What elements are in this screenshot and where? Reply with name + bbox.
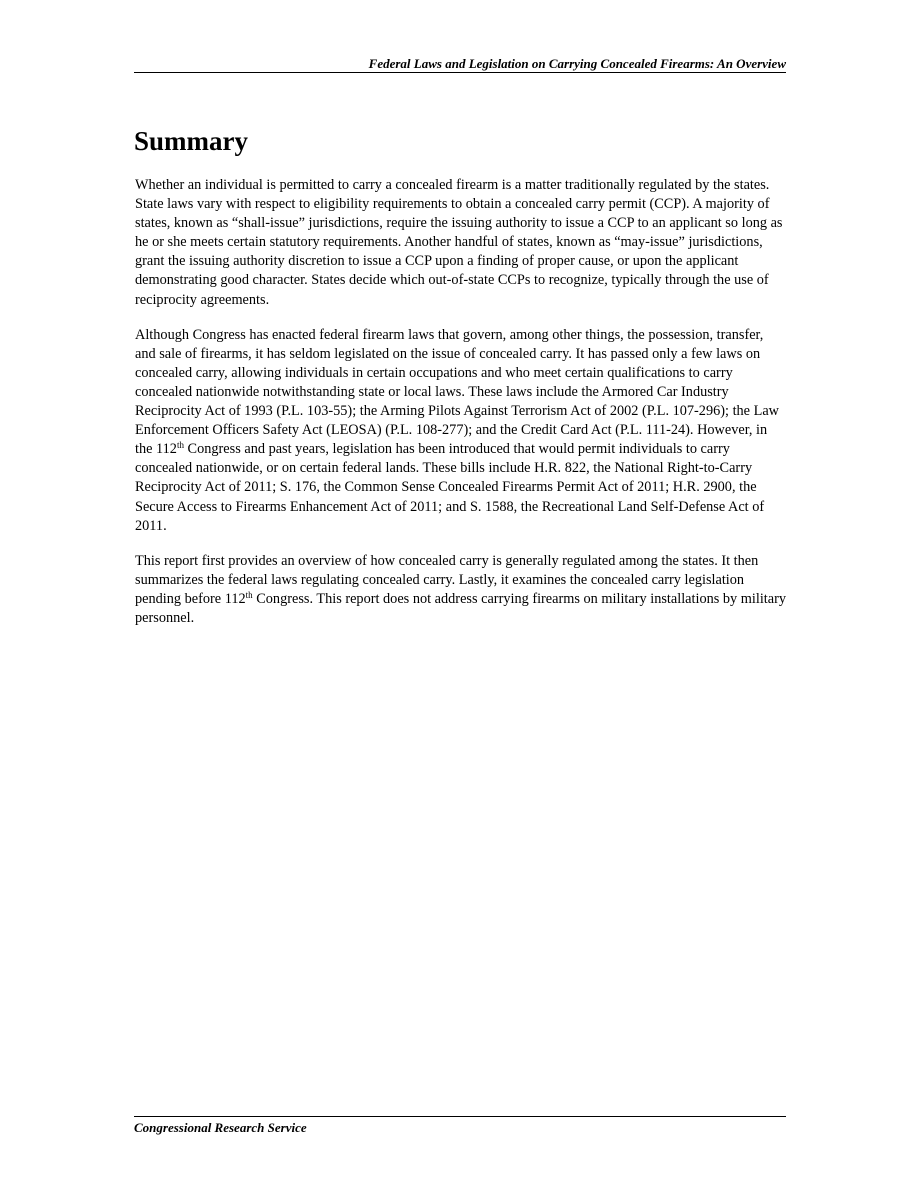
paragraph-3-text-b: Congress. This report does not address carrying firearms on military installations by military personnel. — [135, 590, 787, 626]
paragraph-2-text-b: Congress and past years, legislation has been introduced that would permit individuals to carry concealed nationwide, or on certain federal lands. These bills include H.R. 822, the National Right-to-Carry Reciprocity Act of 2011; S. 176, the Common Sense Concealed Firearms Permit Act of 2011; H.R. 2900, the Secure Access to Firearms Enhancement Act of 2011; and S. 1588, the Recreational Land Self-Defense Act of 2011. — [135, 441, 765, 534]
running-header: Federal Laws and Legislation on Carrying Concealed Firearms: An Overview — [368, 56, 786, 71]
footer-publisher: Congressional Research Service — [134, 1120, 307, 1135]
summary-body — [135, 176, 787, 644]
paragraph-1-text: Whether an individual is permitted to carry a concealed firearm is a matter traditionally regulated by the states. State laws vary with respect to eligibility requirements to obtain a concealed carry permit (CCP). A majority of states, known as “shall-issue” jurisdictions, require the issuing authority to issue a CCP to an applicant so long as he or she meets certain statutory requirements. Another handful of states, known as “may-issue” jurisdictions, grant the issuing authority discretion to issue a CCP upon a finding of proper cause, or upon the applicant demonstrating good character. States decide which out-of-state CCPs to recognize, typically through the use of reciprocity agreements. — [135, 177, 783, 308]
section-title: Summary — [134, 126, 248, 156]
paragraph-1 — [135, 176, 787, 310]
paragraph-3 — [135, 552, 787, 628]
paragraph-2 — [135, 326, 787, 536]
ordinal-suffix: th — [176, 440, 184, 451]
footer-rule — [134, 1116, 786, 1117]
ordinal-suffix: th — [245, 589, 253, 600]
paragraph-3-text-a: This report first provides an overview of how concealed carry is generally regulated among the states. It then summarizes the federal laws regulating concealed carry. Lastly, it examines the concealed carry legislation pending before 112 — [135, 552, 759, 607]
header-rule — [134, 72, 786, 73]
paragraph-2-text-a: Although Congress has enacted federal firearm laws that govern, among other things, the possession, transfer, and sale of firearms, it has seldom legislated on the issue of concealed carry. It has passed only a few laws on concealed carry, allowing individuals in certain occupations and who meet certain qualifications to carry concealed nationwide notwithstanding state or local laws. These laws include the Armored Car Industry Reciprocity Act of 1993 (P.L. 103-55); the Arming Pilots Against Terrorism Act of 2002 (P.L. 107-296); the Law Enforcement Officers Safety Act (LEOSA) (P.L. 108-277); and the Credit Card Act (P.L. 111-24). However, in the 112 — [135, 326, 780, 458]
